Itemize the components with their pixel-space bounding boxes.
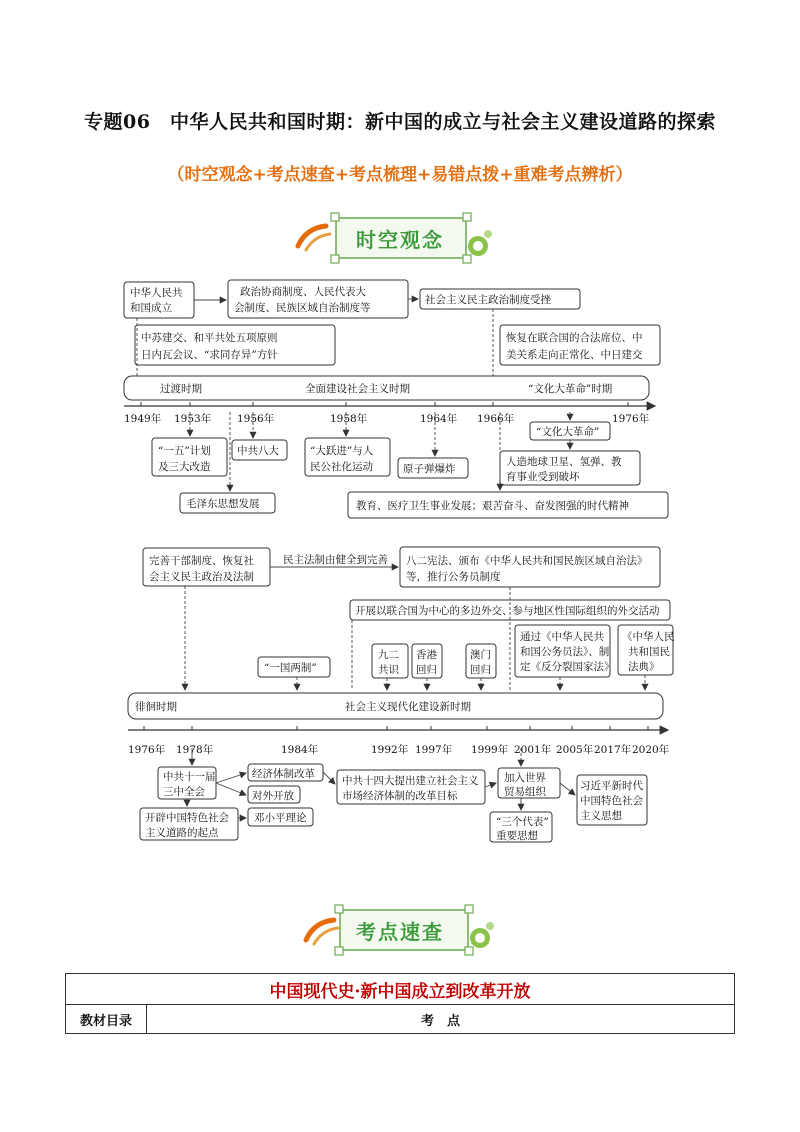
box-political-system-l1: 政治协商制度、人民代表大 (240, 286, 366, 298)
section-banner-quick (0, 900, 800, 960)
year-2001: 2001年 (514, 744, 552, 756)
box-one-country: “一国两制” (264, 662, 317, 674)
box-cadre-l2: 会主义民主政治及法制 (149, 571, 254, 583)
box-civil-l1: 《中华人民 (622, 631, 675, 643)
box-opening-up: 对外开放 (252, 790, 294, 802)
box-macau-l2: 回归 (470, 664, 491, 676)
box-prc-founding-l1: 中华人民共 (130, 287, 183, 299)
year-1958: 1958年 (330, 413, 368, 425)
box-cultural-rev: “文化大革命” (536, 426, 600, 438)
box-start-l2: 主义道路的起点 (145, 827, 219, 839)
box-mao-thought: 毛泽东思想发展 (186, 498, 260, 510)
box-atomic-bomb: 原子弹爆炸 (403, 463, 456, 475)
banner-label: 考点速查 (356, 920, 444, 944)
year-1976: 1976年 (612, 413, 650, 425)
box-democracy-damaged: 社会主义民主政治制度受挫 (425, 294, 551, 306)
box-five-year-l1: “一五”计划 (158, 445, 211, 457)
box-damaged-l1: 人造地球卫星、氢弹、教 (506, 456, 622, 468)
box-great-leap-l2: 民公社化运动 (310, 461, 373, 473)
year-2020: 2020年 (632, 744, 670, 756)
box-hk-l1: 香港 (416, 649, 437, 661)
box-start-l1: 开辟中国特色社会 (145, 812, 229, 824)
banner-label: 时空观念 (356, 228, 444, 252)
box-damaged-l2: 育事业受到破坏 (506, 471, 580, 483)
period-cultural-revolution: “文化大革命”时期 (528, 383, 613, 395)
box-diplomacy-un-l2: 美关系走向正常化、中日建交 (506, 349, 643, 361)
year-1953: 1953年 (174, 413, 212, 425)
box-laws-l2: 和国公务员法》、制 (520, 646, 610, 658)
box-constitution-l1: 八二宪法、颁布《中华人民共和国民族区域自治法》 (406, 555, 648, 567)
year-1976b: 1976年 (128, 744, 166, 756)
box-constitution-l2: 等，推行公务员制度 (406, 571, 501, 583)
box-eighth-congress: 中共八大 (237, 445, 279, 457)
box-cadre-l1: 完善干部制度、恢复社 (149, 555, 254, 567)
box-laws-l3: 定《反分裂国家法》 (520, 661, 615, 673)
year-1978: 1978年 (176, 744, 214, 756)
year-1992: 1992年 (371, 744, 409, 756)
box-laws-l1: 通过《中华人民共 (520, 631, 604, 643)
box-political-system-l2: 会制度、民族区域自治制度等 (234, 302, 371, 314)
box-third-plenum-l2: 三中全会 (163, 786, 205, 798)
year-1956: 1956年 (237, 413, 275, 425)
year-1949: 1949年 (124, 413, 162, 425)
year-1966: 1966年 (477, 413, 515, 425)
box-14th-l1: 中共十四大提出建立社会主义 (342, 775, 479, 787)
year-1997: 1997年 (415, 744, 453, 756)
box-civil-l2: 共和国民 (628, 646, 670, 658)
box-multilateral: 开展以联合国为中心的多边外交、参与地区性国际组织的外交活动 (355, 605, 660, 617)
year-1964: 1964年 (420, 413, 458, 425)
box-spirit: 教育、医疗卫生事业发展；艰苦奋斗、奋发图强的时代精神 (356, 500, 629, 512)
box-three-reps-l1: “三个代表” (496, 816, 549, 828)
box-92-l1: 九二 (378, 649, 399, 661)
box-econ-reform: 经济体制改革 (252, 768, 315, 780)
box-civil-l3: 法典》 (628, 661, 660, 673)
table-heading: 中国现代史·新中国成立到改革开放 (66, 974, 735, 1005)
box-xi-l3: 主义思想 (580, 810, 622, 822)
year-2017: 2017年 (594, 744, 632, 756)
year-1984: 1984年 (281, 744, 319, 756)
box-xi-l2: 中国特色社会 (580, 795, 643, 807)
table-col-textbook: 教材目录 (66, 1005, 147, 1034)
period-construction: 全面建设社会主义时期 (305, 383, 410, 395)
period-hesitation: 徘徊时期 (135, 701, 177, 713)
box-diplomacy-early-l1: 中苏建交、和平共处五项原则 (141, 332, 278, 344)
box-wto-l1: 加入世界 (504, 772, 546, 784)
label-legal-system: 民主法制由健全到完善 (283, 554, 388, 566)
box-macau-l1: 澳门 (470, 649, 491, 661)
year-2005: 2005年 (556, 744, 594, 756)
box-14th-l2: 市场经济体制的改革目标 (342, 790, 458, 802)
table-col-points: 考 点 (147, 1005, 735, 1034)
year-1999: 1999年 (471, 744, 509, 756)
box-wto-l2: 贸易组织 (504, 786, 546, 798)
box-five-year-l2: 及三大改造 (158, 461, 211, 473)
box-deng-theory: 邓小平理论 (254, 812, 307, 824)
box-third-plenum-l1: 中共十一届 (163, 771, 216, 783)
box-prc-founding-l2: 和国成立 (130, 302, 172, 314)
box-three-reps-l2: 重要思想 (496, 830, 538, 842)
box-hk-l2: 回归 (416, 664, 437, 676)
page-title: 专题06 中华人民共和国时期：新中国的成立与社会主义建设道路的探索 (84, 111, 716, 133)
box-diplomacy-un-l1: 恢复在联合国的合法席位、中 (506, 332, 643, 344)
box-92-l2: 共识 (378, 664, 399, 676)
period-transition: 过渡时期 (160, 383, 202, 395)
period-modernization: 社会主义现代化建设新时期 (345, 701, 471, 713)
box-great-leap-l1: “大跃进”与人 (310, 445, 374, 457)
box-diplomacy-early-l2: 日内瓦会议、“求同存异”方针 (141, 349, 278, 361)
page-subtitle: （时空观念+考点速查+考点梳理+易错点拨+重难考点辨析） (167, 165, 633, 185)
review-table (65, 973, 735, 1034)
box-xi-l1: 习近平新时代 (580, 780, 643, 792)
